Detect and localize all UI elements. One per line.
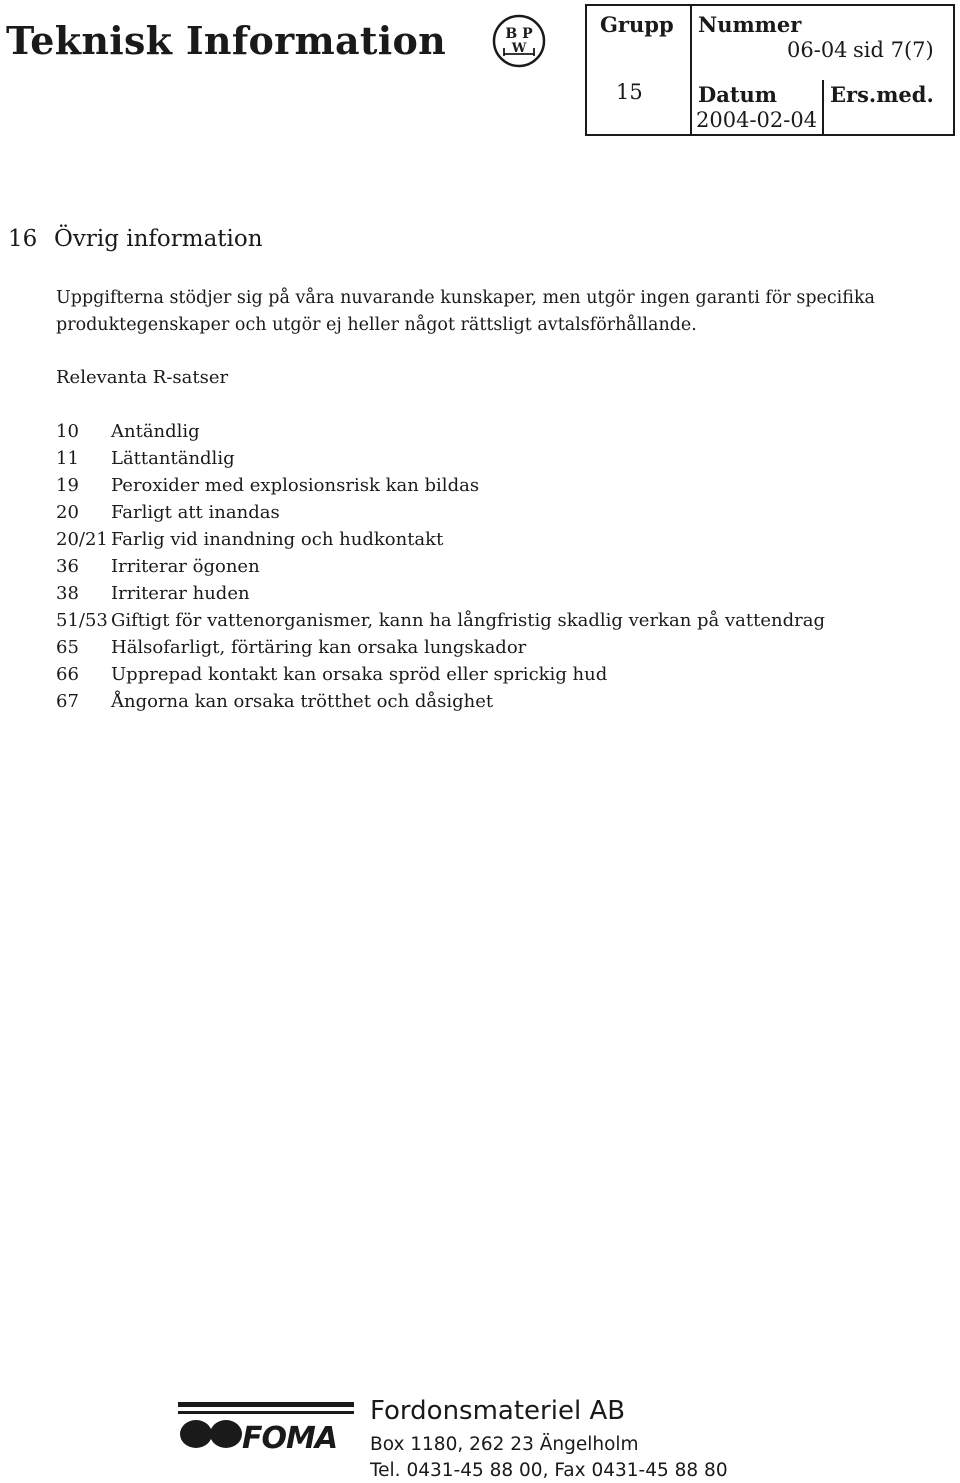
header-divider [690,4,692,136]
r-phrases-heading: Relevanta R-satser [56,367,229,388]
list-item [56,526,936,553]
r-text: Farlig vid inandning och hudkontakt [111,529,444,550]
list-item [56,607,936,634]
r-code: 36 [56,556,79,577]
r-text: Lättantändlig [111,448,235,469]
bpw-logo [492,14,546,68]
r-text: Ångorna kan orsaka trötthet och dåsighet [111,691,494,712]
r-text: Hälsofarligt, förtäring kan orsaka lungskador [111,637,527,658]
ersmed-label: Ers.med. [830,82,934,107]
document-title: Teknisk Information [6,18,447,63]
r-text: Giftigt för vattenorganismer, kann ha långfristig skadlig verkan på vattendrag [111,610,825,631]
section-number: 16 [8,226,38,252]
r-text: Farligt att inandas [111,502,280,523]
r-phrases-list [56,418,936,715]
grupp-value: 15 [616,80,643,104]
list-item [56,499,936,526]
company-phone: Tel. 0431-45 88 00, Fax 0431-45 88 80 [370,1460,728,1481]
list-item [56,661,936,688]
nummer-value: 06-04 [787,38,848,62]
list-item [56,418,936,445]
nummer-label: Nummer [698,12,802,37]
r-code: 10 [56,421,79,442]
r-code: 38 [56,583,79,604]
list-item [56,445,936,472]
r-text: Upprepad kontakt kan orsaka spröd eller sprickig hud [111,664,608,685]
r-code: 20 [56,502,79,523]
company-address: Box 1180, 262 23 Ängelholm [370,1434,639,1455]
list-item [56,688,936,715]
section-heading [8,226,263,252]
page-number: sid 7(7) [853,38,934,62]
svg-text:FOMA: FOMA [242,1421,338,1452]
company-name: Fordonsmateriel AB [370,1396,626,1426]
r-text: Antändlig [111,421,200,442]
r-text: Irriterar huden [111,583,250,604]
svg-text:W: W [511,41,527,56]
section-title: Övrig information [54,226,263,252]
r-code: 67 [56,691,79,712]
list-item [56,580,936,607]
r-code: 65 [56,637,79,658]
r-code: 66 [56,664,79,685]
r-code: 20/21 [56,529,108,550]
datum-label: Datum [698,82,778,107]
list-item [56,634,936,661]
list-item [56,472,936,499]
disclaimer-paragraph: Uppgifterna stödjer sig på våra nuvarande kunskaper, men utgör ingen garanti för specifika produktegenskaper och utgör ej heller något rättsligt avtalsförhållande. [56,288,875,335]
r-code: 11 [56,448,79,469]
r-text: Irriterar ögonen [111,556,260,577]
r-code: 51/53 [56,610,108,631]
list-item [56,553,936,580]
datum-value: 2004-02-04 [696,108,818,132]
grupp-label: Grupp [600,12,674,37]
svg-text:B P: B P [505,26,533,42]
r-text: Peroxider med explosionsrisk kan bildas [111,475,480,496]
foma-logo [178,1402,358,1452]
r-code: 19 [56,475,79,496]
header-divider [822,80,824,136]
